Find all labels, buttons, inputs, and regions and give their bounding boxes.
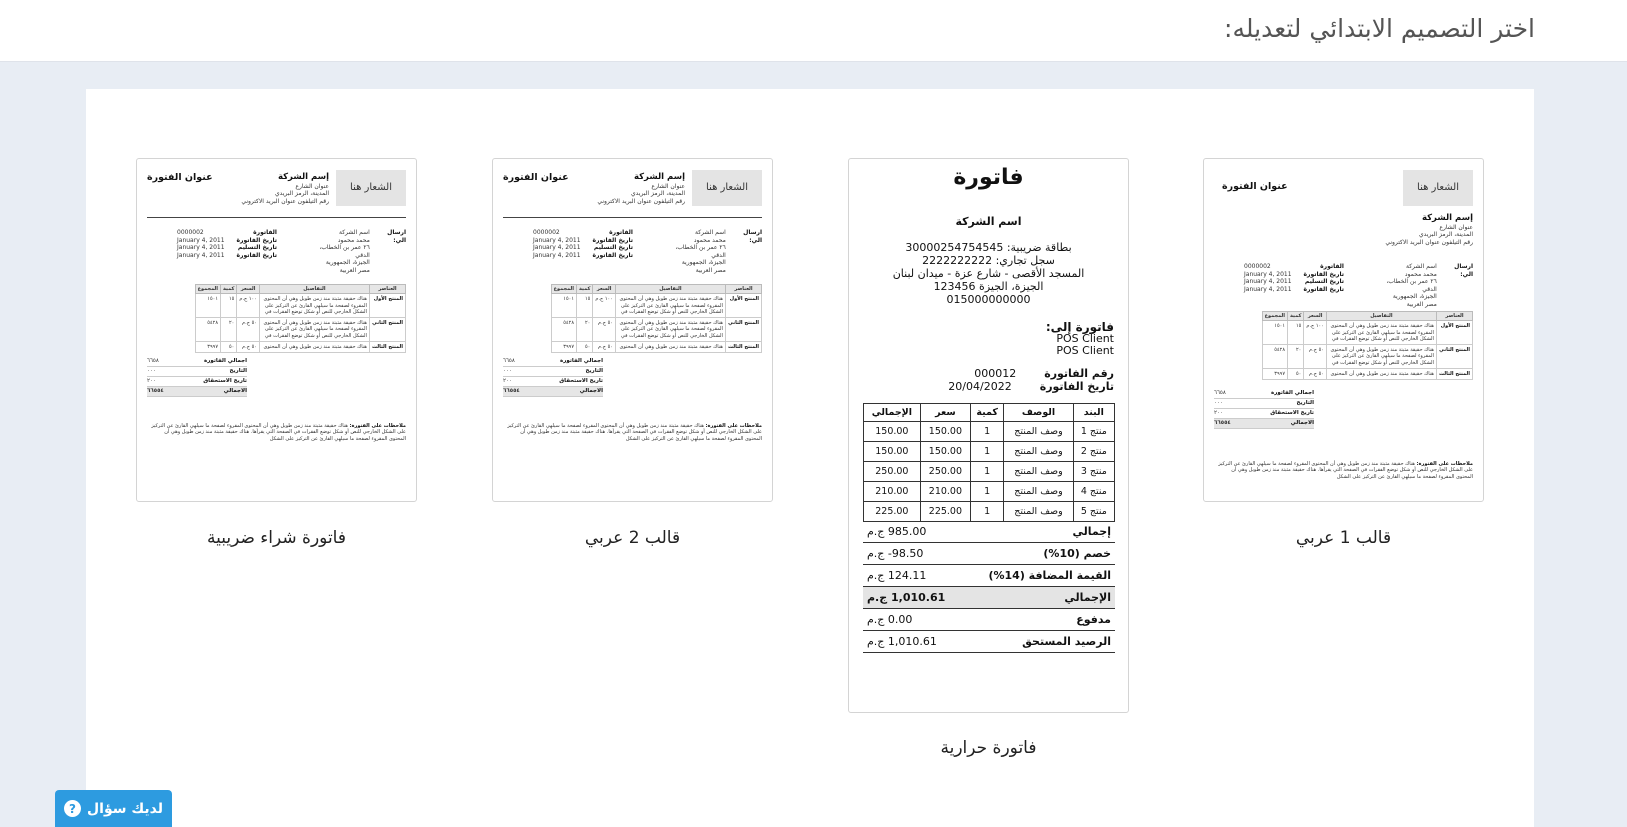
totals-label: التاريخ xyxy=(229,367,247,374)
meta-row xyxy=(177,237,277,245)
totals-value: ٠٠٠ xyxy=(1214,399,1223,406)
totals-value: ٦٦٥٥٤ xyxy=(503,387,520,394)
totals-value: ٢٠٠ xyxy=(147,377,156,384)
column-header: العناصر xyxy=(1436,312,1472,321)
table-cell: ٥٠ xyxy=(221,341,237,352)
meta-value: January 4, 2011 xyxy=(177,244,225,251)
notes-text: هناك حقيقة مثبتة منذ زمن طويل وهي أن المحتوى المقروء لصفحة ما سيلهي القارئ عن التركيز على الشكل الخارجي للنص أو شكل توضع الفقرات في الصفحة التي يقرأها. هناك حقيقة مثبتة منذ زمن طويل وهي أن المحتوى المقروء لصفحة ما سيلهي القارئ عن التركيز على الشكل xyxy=(151,423,406,442)
column-header: كمية xyxy=(221,285,237,294)
thermal-cell: 210.00 xyxy=(864,482,921,502)
thermal-cell: منتج 3 xyxy=(1073,462,1114,482)
thermal-summary-row xyxy=(863,587,1115,609)
table-cell: المنتج الأول xyxy=(369,294,405,318)
column-header: العناصر xyxy=(725,285,761,294)
top-bar xyxy=(0,0,1627,62)
billto-line: الجيزة، الجمهورية xyxy=(325,259,370,266)
table-cell: المنتج الثالث xyxy=(1436,368,1472,379)
totals-value: ٦٦٥٨ xyxy=(1214,390,1226,396)
table-cell: ١٠٠ ج.م xyxy=(593,294,616,318)
thermal-meta-label: رقم الفاتورة xyxy=(1044,367,1114,380)
meta-label: تاريخ الفاتورة xyxy=(1303,270,1344,278)
table-cell: المنتج الأول xyxy=(725,294,761,318)
thermal-cell: 1 xyxy=(971,442,1004,462)
header-divider xyxy=(503,217,762,218)
invoice-meta xyxy=(1244,263,1344,293)
template-card-tax-purchase[interactable] xyxy=(136,158,417,502)
thermal-meta-row xyxy=(948,380,1114,393)
thermal-billto-label: فاتورة إلى: xyxy=(1045,320,1114,334)
thermal-cell: 225.00 xyxy=(864,502,921,522)
thermal-cell: منتج 5 xyxy=(1073,502,1114,522)
meta-row xyxy=(1244,278,1344,286)
thermal-summary-row xyxy=(863,543,1115,565)
table-cell: ٢٠ xyxy=(1288,345,1304,369)
meta-row xyxy=(177,244,277,252)
thermal-column-header: البند xyxy=(1073,404,1114,422)
totals-row xyxy=(1214,389,1314,399)
table-row xyxy=(551,341,761,352)
totals-row xyxy=(503,377,603,387)
column-header: السعر xyxy=(237,285,260,294)
invoice-title: عنوان الفتورة xyxy=(503,172,569,183)
totals-value: ٦٦٥٥٤ xyxy=(1214,419,1231,426)
meta-label: تاريخ الفاتورة xyxy=(592,251,633,259)
thermal-cell: منتج 1 xyxy=(1073,422,1114,442)
table-cell: ٥٠ ج.م xyxy=(1304,345,1327,369)
thermal-column-header: سعر xyxy=(920,404,970,422)
invoice-meta xyxy=(533,229,633,259)
thermal-cell: وصف المنتج xyxy=(1004,422,1073,442)
billto-line: اسم الشركة xyxy=(338,229,370,236)
thermal-cell: 150.00 xyxy=(920,442,970,462)
billto-line: محمد محمود xyxy=(337,236,370,244)
template-caption[interactable]: فاتورة شراء ضريبية xyxy=(206,528,346,548)
billto-label: ارسال الي: xyxy=(743,229,762,244)
table-cell: ٥٠ xyxy=(1288,368,1304,379)
table-row xyxy=(195,341,405,352)
billto-line: اسم الشركة xyxy=(694,229,726,236)
totals-label: تاريخ الاستحقاق xyxy=(559,377,603,384)
meta-label: تاريخ التسليم xyxy=(1304,278,1344,285)
thermal-summary-row xyxy=(863,565,1115,587)
company-contact: رقم التيلفون عنوان البريد الاكتروني xyxy=(597,197,685,205)
billto-line: ٢٦ عمر بن الخطاب، الدقي xyxy=(675,244,726,259)
notes xyxy=(147,423,406,442)
logo-placeholder: الشعار هنا xyxy=(336,170,406,206)
thermal-line: المسجد الأقصى - شارع عزة - ميدان لبنان xyxy=(892,267,1085,280)
table-cell: هناك حقيقة مثبتة منذ زمن طويل وهي أن المحتوى المقروء لصفحة ما سيلهي القارئ عن التركيز على الشكل الخارجي للنص أو شكل توضع الفقرات في xyxy=(1326,321,1436,345)
thermal-meta-label: تاريخ الفاتورة xyxy=(1039,380,1114,393)
thermal-table-row xyxy=(864,462,1115,482)
thermal-column-header: الإجمالي xyxy=(864,404,921,422)
table-row xyxy=(1262,345,1472,369)
thermal-title: فاتورة xyxy=(953,165,1024,190)
totals-row xyxy=(503,387,603,397)
totals-row xyxy=(147,357,247,367)
thermal-cell: 250.00 xyxy=(920,462,970,482)
meta-label: الفاتورة xyxy=(609,229,633,236)
table-cell: ٥٤٢٨ xyxy=(1262,345,1287,369)
totals-label: الاجمالي xyxy=(579,387,603,394)
meta-label: الفاتورة xyxy=(1320,263,1344,270)
column-header: المجموع xyxy=(195,285,220,294)
company-name: إسم الشركة xyxy=(277,172,329,182)
billto-line: ٢٦ عمر بن الخطاب، الدقي xyxy=(1386,278,1437,293)
meta-label: الفاتورة xyxy=(253,229,277,236)
meta-value: 0000002 xyxy=(533,229,560,236)
invoice-preview xyxy=(137,159,416,501)
thermal-meta-value: 20/04/2022 xyxy=(948,380,1012,393)
help-question-button[interactable] xyxy=(55,790,172,827)
meta-label: تاريخ الفاتورة xyxy=(592,236,633,244)
billto-line: مصر العربية xyxy=(339,266,370,274)
meta-value: January 4, 2011 xyxy=(1244,270,1292,278)
billto-lines xyxy=(1373,263,1437,308)
table-cell: المنتج الثالث xyxy=(725,341,761,352)
thermal-bill-to xyxy=(1046,321,1114,357)
thermal-company-lines xyxy=(849,241,1128,306)
thermal-line: 015000000000 xyxy=(946,293,1031,306)
company-block xyxy=(565,172,685,205)
notes-text: هناك حقيقة مثبتة منذ زمن طويل وهي أن المحتوى المقروء لصفحة ما سيلهي القارئ عن التركيز على الشكل الخارجي للنص أو شكل توضع الفقرات في الصفحة التي يقرأها. هناك حقيقة مثبتة منذ زمن طويل وهي أن المحتوى المقروء لصفحة ما سيلهي القارئ عن التركيز على الشكل xyxy=(1218,461,1473,480)
notes xyxy=(503,423,762,442)
table-cell: ٥٠ ج.م xyxy=(237,341,260,352)
billto-line: الجيزة، الجمهورية xyxy=(681,259,726,266)
thermal-summary-value: 1,010.61 ج.م xyxy=(867,591,946,604)
thermal-summary-value: 98.50- ج.م xyxy=(867,547,924,560)
column-header: التفاصيل xyxy=(615,285,725,294)
billto-line: مصر العربية xyxy=(695,266,726,274)
table-cell: المنتج الثالث xyxy=(369,341,405,352)
meta-value: January 4, 2011 xyxy=(177,251,225,259)
meta-value: 0000002 xyxy=(177,229,204,236)
table-cell: ٣٩٩٧ xyxy=(551,341,576,352)
table-cell: ١٥ xyxy=(1288,321,1304,345)
meta-row xyxy=(1244,271,1344,279)
logo-placeholder: الشعار هنا xyxy=(692,170,762,206)
totals-label: التاريخ xyxy=(1296,399,1314,406)
totals-value: ٢٠٠ xyxy=(503,377,512,384)
thermal-billto-line: POS Client xyxy=(1056,332,1114,345)
table-row xyxy=(1262,368,1472,379)
totals-row xyxy=(147,387,247,397)
thermal-cell: 150.00 xyxy=(864,442,921,462)
thermal-company-name: اسم الشركة xyxy=(955,215,1022,228)
thermal-cell: 210.00 xyxy=(920,482,970,502)
table-cell: هناك حقيقة مثبتة منذ زمن طويل وهي أن المحتوى xyxy=(615,341,725,352)
table-cell: هناك حقيقة مثبتة منذ زمن طويل وهي أن المحتوى المقروء لصفحة ما سيلهي القارئ عن التركيز على الشكل الخارجي للنص أو شكل توضع الفقرات في xyxy=(615,318,725,342)
billto-line: ٢٦ عمر بن الخطاب، الدقي xyxy=(319,244,370,259)
table-row xyxy=(195,318,405,342)
thermal-summary-value: 985.00 ج.م xyxy=(867,525,927,538)
table-cell: ٥٤٢٨ xyxy=(195,318,220,342)
totals-label: الاجمالي xyxy=(223,387,247,394)
thermal-summary-row xyxy=(863,609,1115,631)
totals-label: تاريخ الاستحقاق xyxy=(203,377,247,384)
notes-label: ملاحظات على الفتورة: xyxy=(1416,461,1473,467)
thermal-cell: 150.00 xyxy=(920,422,970,442)
company-block xyxy=(209,172,329,205)
table-cell: ١٥٠١ xyxy=(1262,321,1287,345)
totals-row xyxy=(1214,419,1314,429)
meta-label: تاريخ الفاتورة xyxy=(1303,285,1344,293)
thermal-summary-value: 1,010.61 ج.م xyxy=(867,635,937,648)
invoice-preview xyxy=(1204,159,1483,501)
invoice-title: عنوان الفتورة xyxy=(147,172,213,183)
thermal-cell: 1 xyxy=(971,462,1004,482)
company-name: إسم الشركة xyxy=(1421,213,1473,223)
column-header: المجموع xyxy=(551,285,576,294)
notes-label: ملاحظات على الفتورة: xyxy=(705,423,762,429)
thermal-summary xyxy=(863,521,1115,653)
table-cell: المنتج الثاني xyxy=(369,318,405,342)
company-city: المدينة، الرمز البريدي xyxy=(1418,231,1473,239)
column-header: التفاصيل xyxy=(1326,312,1436,321)
thermal-cell: 150.00 xyxy=(864,422,921,442)
thermal-column-header: الوصف xyxy=(1004,404,1073,422)
thermal-table-row xyxy=(864,482,1115,502)
totals-row xyxy=(147,367,247,377)
meta-row xyxy=(533,252,633,260)
table-cell: هناك حقيقة مثبتة منذ زمن طويل وهي أن المحتوى المقروء لصفحة ما سيلهي القارئ عن التركيز على الشكل الخارجي للنص أو شكل توضع الفقرات في xyxy=(615,294,725,318)
thermal-summary-label: خصم (10%) xyxy=(1043,547,1111,560)
thermal-table-row xyxy=(864,422,1115,442)
notes-label: ملاحظات على الفتورة: xyxy=(349,423,406,429)
column-header: السعر xyxy=(593,285,616,294)
totals-row xyxy=(503,367,603,377)
thermal-table-row xyxy=(864,502,1115,522)
template-card-arabic-2[interactable] xyxy=(492,158,773,502)
billto-lines xyxy=(306,229,370,274)
thermal-billto-line: POS Client xyxy=(1056,344,1114,357)
totals-row xyxy=(1214,409,1314,419)
totals-value: ٠٠٠ xyxy=(147,367,156,374)
thermal-cell: 1 xyxy=(971,482,1004,502)
totals-block xyxy=(503,357,603,397)
column-header: المجموع xyxy=(1262,312,1287,321)
bill-to xyxy=(1373,263,1473,308)
billto-lines xyxy=(662,229,726,274)
table-cell: هناك حقيقة مثبتة منذ زمن طويل وهي أن المحتوى المقروء لصفحة ما سيلهي القارئ عن التركيز على الشكل الخارجي للنص أو شكل توضع الفقرات في xyxy=(259,318,369,342)
thermal-cell: وصف المنتج xyxy=(1004,442,1073,462)
table-cell: ٢٠ xyxy=(221,318,237,342)
company-street: عنوان الشارع xyxy=(1439,223,1473,231)
meta-value: January 4, 2011 xyxy=(533,251,581,259)
table-cell: هناك حقيقة مثبتة منذ زمن طويل وهي أن المحتوى المقروء لصفحة ما سيلهي القارئ عن التركيز على الشكل الخارجي للنص أو شكل توضع الفقرات في xyxy=(1326,345,1436,369)
template-card-arabic-1[interactable] xyxy=(1203,158,1484,502)
column-header: التفاصيل xyxy=(259,285,369,294)
billto-line: محمد محمود xyxy=(1404,270,1437,278)
thermal-summary-label: مدفوع xyxy=(1076,613,1111,626)
company-name: إسم الشركة xyxy=(633,172,685,182)
table-cell: ٥٤٢٨ xyxy=(551,318,576,342)
items-table xyxy=(1262,311,1473,380)
thermal-line: الجيزة، الجيزة 123456 xyxy=(933,280,1044,293)
meta-row xyxy=(1244,263,1344,271)
meta-label: تاريخ الفاتورة xyxy=(236,251,277,259)
thermal-meta-row xyxy=(948,367,1114,380)
table-cell: هناك حقيقة مثبتة منذ زمن طويل وهي أن المحتوى xyxy=(259,341,369,352)
items-table xyxy=(551,284,762,353)
thermal-cell: وصف المنتج xyxy=(1004,462,1073,482)
billto-line: الجيزة، الجمهورية xyxy=(1392,293,1437,300)
thermal-line: بطاقة ضريبية: 30000254754545 xyxy=(905,241,1072,254)
table-cell: ٢٠ xyxy=(577,318,593,342)
totals-row xyxy=(503,357,603,367)
table-cell: المنتج الثاني xyxy=(1436,345,1472,369)
logo-placeholder: الشعار هنا xyxy=(1403,170,1473,206)
meta-value: January 4, 2011 xyxy=(1244,285,1292,293)
table-cell: المنتج الأول xyxy=(1436,321,1472,345)
column-header: كمية xyxy=(1288,312,1304,321)
column-header: كمية xyxy=(577,285,593,294)
billto-line: محمد محمود xyxy=(693,236,726,244)
column-header: السعر xyxy=(1304,312,1327,321)
totals-value: ٦٦٥٨ xyxy=(503,358,515,364)
table-cell: ٥٠ ج.م xyxy=(237,318,260,342)
company-contact: رقم التيلفون عنوان البريد الاكتروني xyxy=(1385,238,1473,246)
thermal-cell: 1 xyxy=(971,502,1004,522)
template-caption[interactable]: فاتورة حرارية xyxy=(940,738,1037,758)
table-row xyxy=(551,318,761,342)
template-caption[interactable]: قالب 2 عربي xyxy=(584,528,681,548)
totals-row xyxy=(1214,399,1314,409)
table-cell: ٥٠ ج.م xyxy=(593,318,616,342)
page-title: اختر التصميم الابتدائي لتعديله: xyxy=(1224,14,1535,43)
company-contact: رقم التيلفون عنوان البريد الاكتروني xyxy=(241,197,329,205)
template-card-thermal[interactable] xyxy=(848,158,1129,713)
thermal-summary-label: الإجمالي xyxy=(1064,591,1111,604)
table-cell: ١٠٠ ج.م xyxy=(237,294,260,318)
table-row xyxy=(1262,321,1472,345)
totals-label: تاريخ الاستحقاق xyxy=(1270,409,1314,416)
table-cell: ١٠٠ ج.م xyxy=(1304,321,1327,345)
table-cell: ١٥٠١ xyxy=(551,294,576,318)
billto-line: اسم الشركة xyxy=(1405,263,1437,270)
table-cell: ١٥٠١ xyxy=(195,294,220,318)
thermal-column-header: كمية xyxy=(971,404,1004,422)
invoice-preview xyxy=(493,159,772,501)
totals-label: اجمالي الفاتورة xyxy=(559,358,603,364)
thermal-summary-row xyxy=(863,521,1115,543)
thermal-summary-label: الرصيد المستحق xyxy=(1022,635,1111,648)
thermal-cell: 1 xyxy=(971,422,1004,442)
invoice-meta xyxy=(177,229,277,259)
thermal-summary-value: 124.11 ج.م xyxy=(867,569,927,582)
table-cell: ١٥ xyxy=(577,294,593,318)
table-cell: ٥٠ ج.م xyxy=(593,341,616,352)
thermal-summary-label: القيمة المضافة (14%) xyxy=(988,569,1111,582)
template-caption[interactable]: قالب 1 عربي xyxy=(1295,528,1392,548)
meta-value: January 4, 2011 xyxy=(533,244,581,251)
thermal-cell: منتج 2 xyxy=(1073,442,1114,462)
totals-label: التاريخ xyxy=(585,367,603,374)
company-city: المدينة، الرمز البريدي xyxy=(274,190,329,198)
thermal-cell: منتج 4 xyxy=(1073,482,1114,502)
thermal-cell: 250.00 xyxy=(864,462,921,482)
thermal-meta-value: 000012 xyxy=(974,367,1017,380)
meta-row xyxy=(1244,286,1344,294)
invoice-title: عنوان الفتورة xyxy=(1222,181,1288,192)
question-icon: ? xyxy=(64,800,81,817)
table-cell: هناك حقيقة مثبتة منذ زمن طويل وهي أن المحتوى xyxy=(1326,368,1436,379)
table-row xyxy=(195,294,405,318)
totals-value: ٦٦٥٥٤ xyxy=(147,387,164,394)
meta-row xyxy=(533,244,633,252)
meta-value: January 4, 2011 xyxy=(177,236,225,244)
totals-block xyxy=(1214,389,1314,429)
table-cell: ٣٩٩٧ xyxy=(1262,368,1287,379)
meta-row xyxy=(177,252,277,260)
thermal-summary-label: إجمالي xyxy=(1072,525,1111,538)
meta-value: 0000002 xyxy=(1244,263,1271,270)
totals-value: ٠٠٠ xyxy=(503,367,512,374)
billto-label: ارسال الي: xyxy=(1454,263,1473,278)
table-cell: ٣٩٩٧ xyxy=(195,341,220,352)
totals-label: اجمالي الفاتورة xyxy=(1270,390,1314,396)
bill-to xyxy=(662,229,762,274)
thermal-cell: وصف المنتج xyxy=(1004,502,1073,522)
table-cell: ١٥ xyxy=(221,294,237,318)
thermal-table-row xyxy=(864,442,1115,462)
totals-block xyxy=(147,357,247,397)
table-cell: المنتج الثاني xyxy=(725,318,761,342)
thermal-items-table xyxy=(863,403,1115,522)
totals-row xyxy=(147,377,247,387)
table-cell: هناك حقيقة مثبتة منذ زمن طويل وهي أن المحتوى المقروء لصفحة ما سيلهي القارئ عن التركيز على الشكل الخارجي للنص أو شكل توضع الفقرات في xyxy=(259,294,369,318)
meta-value: January 4, 2011 xyxy=(1244,278,1292,285)
thermal-cell: وصف المنتج xyxy=(1004,482,1073,502)
totals-value: ٢٠٠ xyxy=(1214,409,1223,416)
help-button-label: لديك سؤال xyxy=(87,800,164,817)
thermal-invoice-preview xyxy=(849,159,1128,712)
meta-row xyxy=(533,229,633,237)
company-block xyxy=(1353,213,1473,246)
company-city: المدينة، الرمز البريدي xyxy=(630,190,685,198)
bill-to xyxy=(306,229,406,274)
thermal-summary-row xyxy=(863,631,1115,653)
totals-label: اجمالي الفاتورة xyxy=(203,358,247,364)
meta-row xyxy=(177,229,277,237)
thermal-line: سجل تجاري: 2222222222 xyxy=(922,254,1055,267)
thermal-cell: 225.00 xyxy=(920,502,970,522)
table-cell: ٥٠ xyxy=(577,341,593,352)
totals-label: الاجمالي xyxy=(1290,419,1314,426)
header-divider xyxy=(147,217,406,218)
company-street: عنوان الشارع xyxy=(295,182,329,190)
meta-label: تاريخ الفاتورة xyxy=(236,236,277,244)
totals-value: ٦٦٥٨ xyxy=(147,358,159,364)
billto-label: ارسال الي: xyxy=(387,229,406,244)
billto-line: مصر العربية xyxy=(1406,300,1437,308)
notes-text: هناك حقيقة مثبتة منذ زمن طويل وهي أن المحتوى المقروء لصفحة ما سيلهي القارئ عن التركيز على الشكل الخارجي للنص أو شكل توضع الفقرات في الصفحة التي يقرأها. هناك حقيقة مثبتة منذ زمن طويل وهي أن المحتوى المقروء لصفحة ما سيلهي القارئ عن التركيز على الشكل xyxy=(507,423,762,442)
thermal-summary-value: 0.00 ج.م xyxy=(867,613,913,626)
column-header: العناصر xyxy=(369,285,405,294)
notes xyxy=(1214,461,1473,480)
table-row xyxy=(551,294,761,318)
items-table xyxy=(195,284,406,353)
table-cell: ٥٠ ج.م xyxy=(1304,368,1327,379)
meta-label: تاريخ التسليم xyxy=(593,244,633,251)
thermal-meta xyxy=(948,367,1114,393)
meta-row xyxy=(533,237,633,245)
meta-label: تاريخ التسليم xyxy=(237,244,277,251)
company-street: عنوان الشارع xyxy=(651,182,685,190)
meta-value: January 4, 2011 xyxy=(533,236,581,244)
